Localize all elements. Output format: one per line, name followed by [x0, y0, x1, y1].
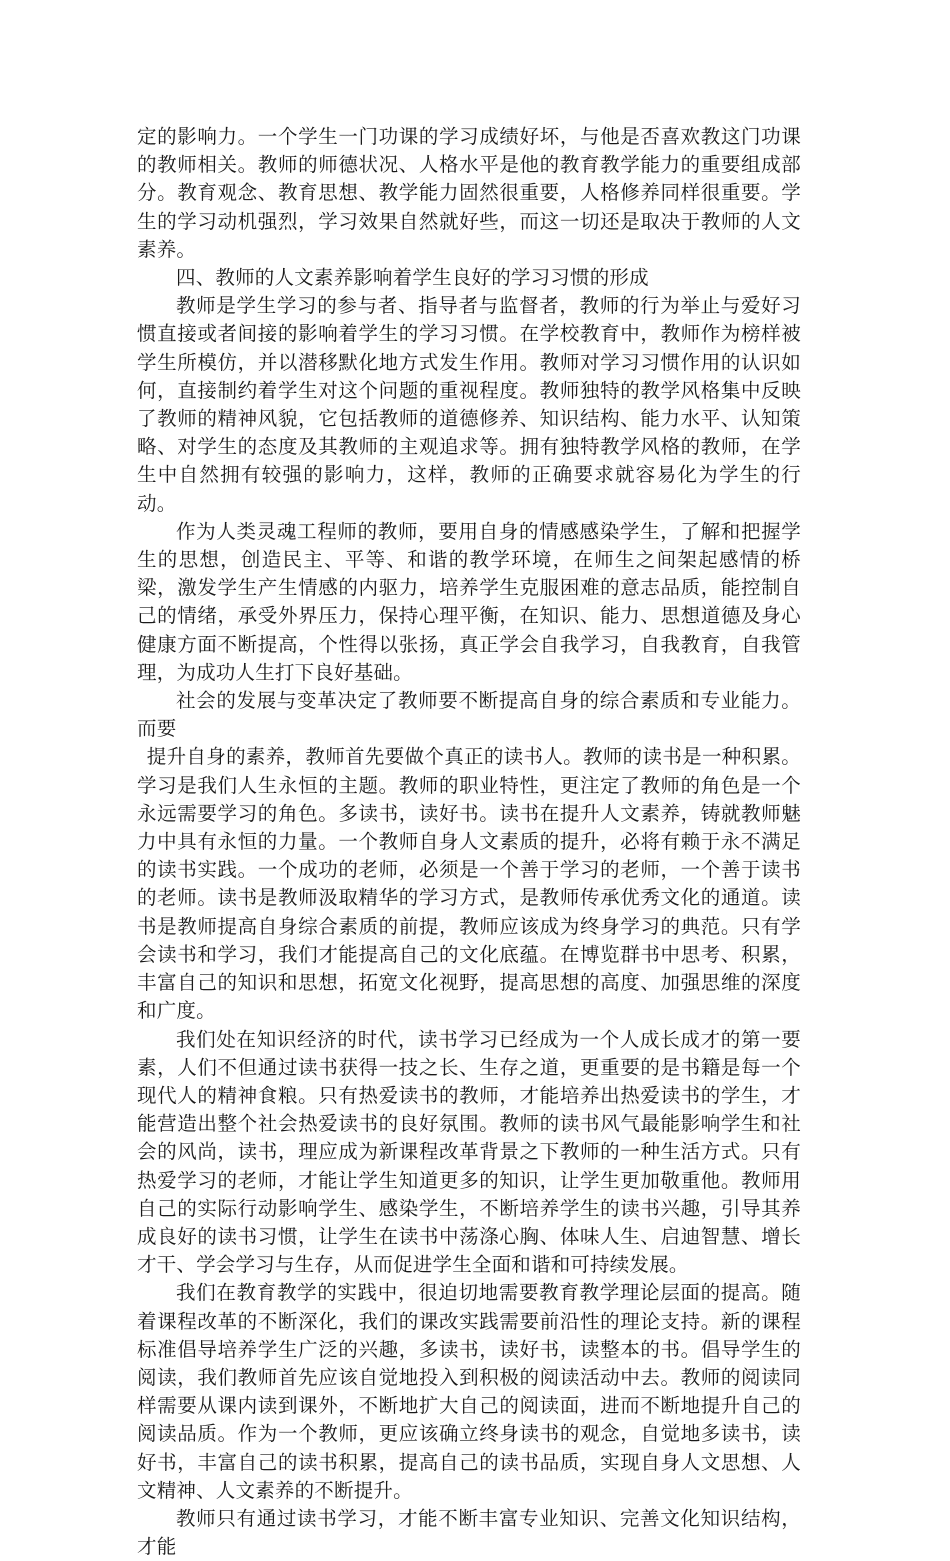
paragraph: 作为人类灵魂工程师的教师，要用自身的情感感染学生，了解和把握学生的思想，创造民主、平等、和谐的教学环境，在师生之间架起感情的桥梁，激发学生产生情感的内驱力，培养学生克服困难的意志品质，能控制自己的情绪，承受外界压力，保持心理平衡，在知识、能力、思想道德及身心健康方面不断提高，个性得以张扬，真正学会自我学习，自我教育，自我管理，为成功人生打下良好基础。 — [137, 519, 801, 684]
paragraph: 我们处在知识经济的时代，读书学习已经成为一个人成长成才的第一要素，人们不但通过读书获得一技之长、生存之道，更重要的是书籍是每一个现代人的精神食粮。只有热爱读书的教师，才能培养出热爱读书的学生，才能营造出整个社会热爱读书的良好氛围。教师的读书风气最能影响学生和社会的风尚，读书，理应成为新课程改革背景之下教师的一种生活方式。只有热爱学习的老师，才能让学生知道更多的知识，让学生更加敬重他。教师用自己的实际行动影响学生、感染学生，不断培养学生的读书兴趣，引导其养成良好的读书习惯，让学生在读书中荡涤心胸、体味人生、启迪智慧、增长才干、学会学习与生存，从而促进学生全面和谐和可持续发展。 — [137, 1027, 801, 1277]
document-body — [137, 123, 801, 1561]
section-heading: 四、教师的人文素养影响着学生良好的学习习惯的形成 — [176, 266, 649, 290]
paragraph: 教师只有通过读书学习，才能不断丰富专业知识、完善文化知识结构，才能 — [137, 1506, 801, 1559]
paragraph: 提升自身的素养，教师首先要做个真正的读书人。教师的读书是一种积累。学习是我们人生永恒的主题。教师的职业特性，更注定了教师的角色是一个永远需要学习的角色。多读书，读好书。读书在提升人文素养，铸就教师魅力中具有永恒的力量。一个教师自身人文素质的提升，必将有赖于永不满足的读书实践。一个成功的老师，必须是一个善于学习的老师，一个善于读书的老师。读书是教师汲取精华的学习方式，是教师传承优秀文化的通道。读书是教师提高自身综合素质的前提，教师应该成为终身学习的典范。只有学会读书和学习，我们才能提高自己的文化底蕴。在博览群书中思考、积累，丰富自己的知识和思想，拓宽文化视野，提高思想的高度、加强思维的深度和广度。 — [137, 745, 801, 1023]
paragraph-continuation: 定的影响力。一个学生一门功课的学习成绩好坏，与他是否喜欢教这门功课的教师相关。教师的师德状况、人格水平是他的教育教学能力的重要组成部分。教育观念、教育思想、教学能力固然很重要，人格修养同样很重要。学生的学习动机强烈，学习效果自然就好些，而这一切还是取决于教师的人文素养。 — [137, 125, 801, 261]
paragraph: 社会的发展与变革决定了教师要不断提高自身的综合素质和专业能力。而要 — [137, 689, 801, 741]
paragraph: 我们在教育教学的实践中，很迫切地需要教育教学理论层面的提高。随着课程改革的不断深化，我们的课改实践需要前沿性的理论支持。新的课程标准倡导培养学生广泛的兴趣，多读书，读好书，读整本的书。倡导学生的阅读，我们教师首先应该自觉地投入到积极的阅读活动中去。教师的阅读同样需要从课内读到课外，不断地扩大自己的阅读面，进而不断地提升自己的阅读品质。作为一个教师，更应该确立终身读书的观念，自觉地多读书，读好书，丰富自己的读书积累，提高自己的读书品质，实现自身人文思想、人文精神、人文素养的不断提升。 — [137, 1281, 801, 1502]
paragraph: 教师是学生学习的参与者、指导者与监督者，教师的行为举止与爱好习惯直接或者间接的影响着学生的学习习惯。在学校教育中，教师作为榜样被学生所模仿，并以潜移默化地方式发生作用。教师对学习习惯作用的认识如何，直接制约着学生对这个问题的重视程度。教师独特的教学风格集中反映了教师的精神风貌，它包括教师的道德修养、知识结构、能力水平、认知策略、对学生的态度及其教师的主观追求等。拥有独特教学风格的教师，在学生中自然拥有较强的影响力，这样，教师的正确要求就容易化为学生的行动。 — [137, 294, 801, 515]
